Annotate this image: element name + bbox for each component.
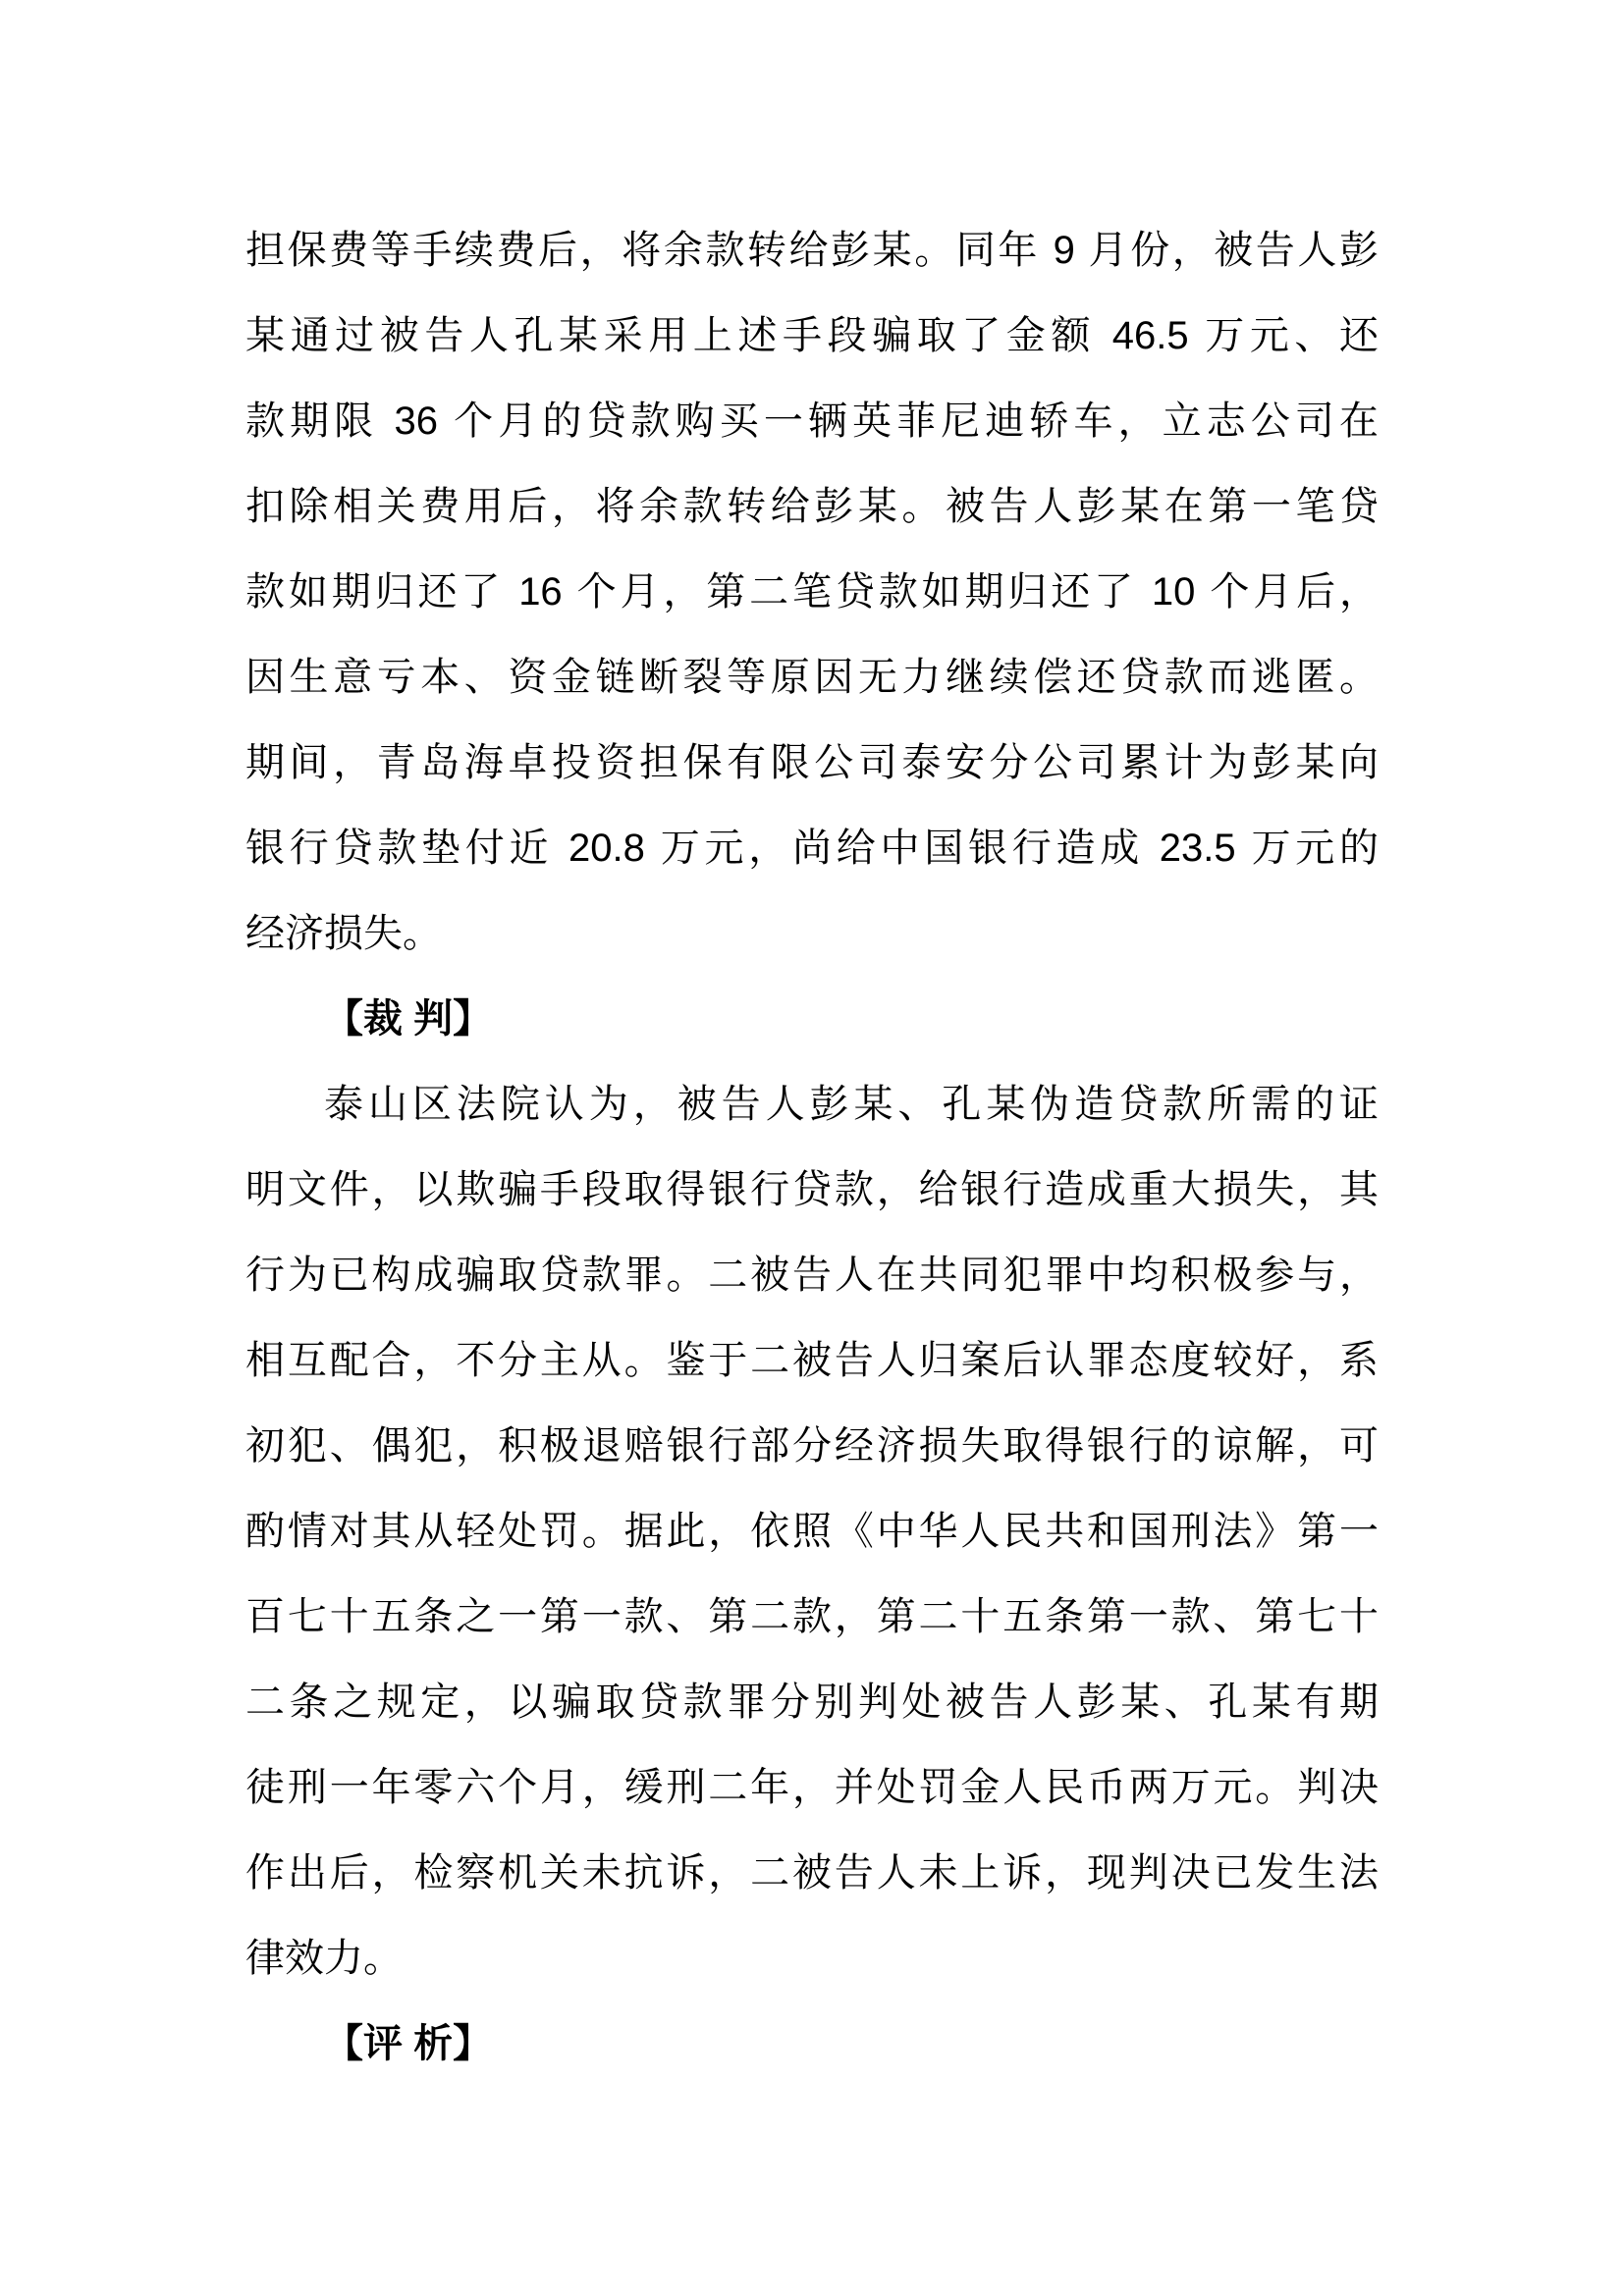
paragraph-line: 行为已构成骗取贷款罪。二被告人在共同犯罪中均积极参与， [245, 1254, 1379, 1297]
document-body [245, 208, 1379, 2087]
paragraph-line: 明文件，以欺骗手段取得银行贷款，给银行造成重大损失，其 [245, 1168, 1379, 1211]
paragraph-line: 相互配合，不分主从。鉴于二被告人归案后认罪态度较好，系 [245, 1339, 1379, 1382]
paragraph-line: 徒刑一年零六个月，缓刑二年，并处罚金人民币两万元。判决 [245, 1766, 1379, 1809]
paragraph-line: 酌情对其从轻处罚。据此，依照《中华人民共和国刑法》第一 [245, 1510, 1379, 1553]
paragraph-line: 初犯、偶犯，积极退赔银行部分经济损失取得银行的谅解，可 [245, 1424, 1379, 1468]
paragraph-line: 因生意亏本、资金链断裂等原因无力继续偿还贷款而逃匿。 [245, 656, 1379, 699]
heading-judgment: 【裁 判】 [324, 997, 493, 1041]
paragraph-line: 款如期归还了 16 个月，第二笔贷款如期归还了 10 个月后， [245, 570, 1379, 614]
paragraph-line: 款期限 36 个月的贷款购买一辆英菲尼迪轿车，立志公司在 [245, 400, 1379, 443]
paragraph-line: 扣除相关费用后，将余款转给彭某。被告人彭某在第一笔贷 [245, 485, 1379, 528]
paragraph-line: 百七十五条之一第一款、第二款，第二十五条第一款、第七十 [245, 1595, 1379, 1638]
paragraph-line: 经济损失。 [245, 912, 442, 955]
paragraph-line: 二条之规定，以骗取贷款罪分别判处被告人彭某、孔某有期 [245, 1681, 1379, 1724]
paragraph-line: 律效力。 [245, 1937, 403, 1980]
paragraph-line: 泰山区法院认为，被告人彭某、孔某伪造贷款所需的证 [324, 1083, 1379, 1126]
paragraph-line: 期间，青岛海卓投资担保有限公司泰安分公司累计为彭某向 [245, 741, 1379, 784]
heading-analysis: 【评 析】 [324, 2022, 493, 2065]
paragraph-line: 某通过被告人孔某采用上述手段骗取了金额 46.5 万元、还 [245, 314, 1379, 357]
paragraph-line: 银行贷款垫付近 20.8 万元，尚给中国银行造成 23.5 万元的 [245, 827, 1379, 870]
paragraph-line: 作出后，检察机关未抗诉，二被告人未上诉，现判决已发生法 [245, 1851, 1379, 1895]
paragraph-line: 担保费等手续费后，将余款转给彭某。同年 9 月份，被告人彭 [245, 229, 1379, 272]
